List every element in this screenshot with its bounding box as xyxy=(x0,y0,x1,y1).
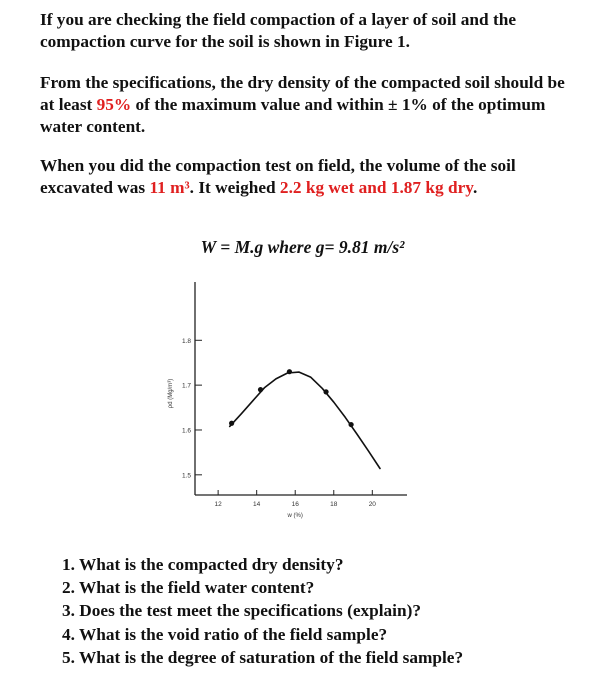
data-point xyxy=(323,389,328,394)
x-tick-label: 18 xyxy=(330,501,338,508)
field-text-2: . It weighed xyxy=(189,178,280,197)
field-text-3: . xyxy=(472,178,478,197)
intro-text: If you are checking the field compaction of a layer of soil and the compaction curve for the soil is shown in Figure 1. xyxy=(40,10,517,51)
question-item: 3. Does the test meet the specifications (explain)? xyxy=(62,601,421,621)
y-tick-label: 1.5 xyxy=(181,472,191,480)
x-tick-label: 12 xyxy=(214,501,222,508)
y-tick-label: 1.6 xyxy=(181,427,191,435)
specifications-paragraph xyxy=(40,72,580,138)
specs-percent: 95% xyxy=(96,95,132,114)
weight-formula: W = M.g where g= 9.81 m/s² xyxy=(200,237,405,257)
specs-text-1: From the specifications, the dry density of the compacted soil should be at least xyxy=(40,73,565,114)
data-point xyxy=(229,421,234,426)
question-list xyxy=(62,553,592,669)
y-axis-label: ρd (Mg/m³) xyxy=(168,378,174,409)
question-item: 2. What is the field water content? xyxy=(62,578,315,598)
field-test-paragraph xyxy=(40,155,580,199)
data-point xyxy=(349,422,354,427)
question-item: 5. What is the degree of saturation of the field sample? xyxy=(62,647,464,667)
x-tick-label: 20 xyxy=(368,501,376,508)
compaction-curve-chart xyxy=(150,268,420,526)
question-item: 1. What is the compacted dry density? xyxy=(62,555,344,574)
field-volume: 11 m³ xyxy=(149,178,190,197)
data-point xyxy=(287,369,292,374)
y-tick-label: 1.7 xyxy=(181,382,191,390)
field-text-1: When you did the compaction test on field, the volume of the soil excavated was xyxy=(40,156,516,197)
x-tick-label: 16 xyxy=(291,501,299,508)
question-item: 4. What is the void ratio of the field sample? xyxy=(62,624,388,644)
field-weights: 2.2 kg wet and 1.87 kg dry xyxy=(279,178,473,197)
specs-text-2: of the maximum value and within ± 1% of the optimum water content. xyxy=(40,95,546,136)
y-tick-label: 1.8 xyxy=(181,337,191,345)
compaction-curve-line xyxy=(230,372,380,468)
data-point xyxy=(258,387,263,392)
x-axis-label: w (%) xyxy=(287,513,303,519)
intro-paragraph xyxy=(40,9,580,53)
x-tick-label: 14 xyxy=(253,501,261,508)
